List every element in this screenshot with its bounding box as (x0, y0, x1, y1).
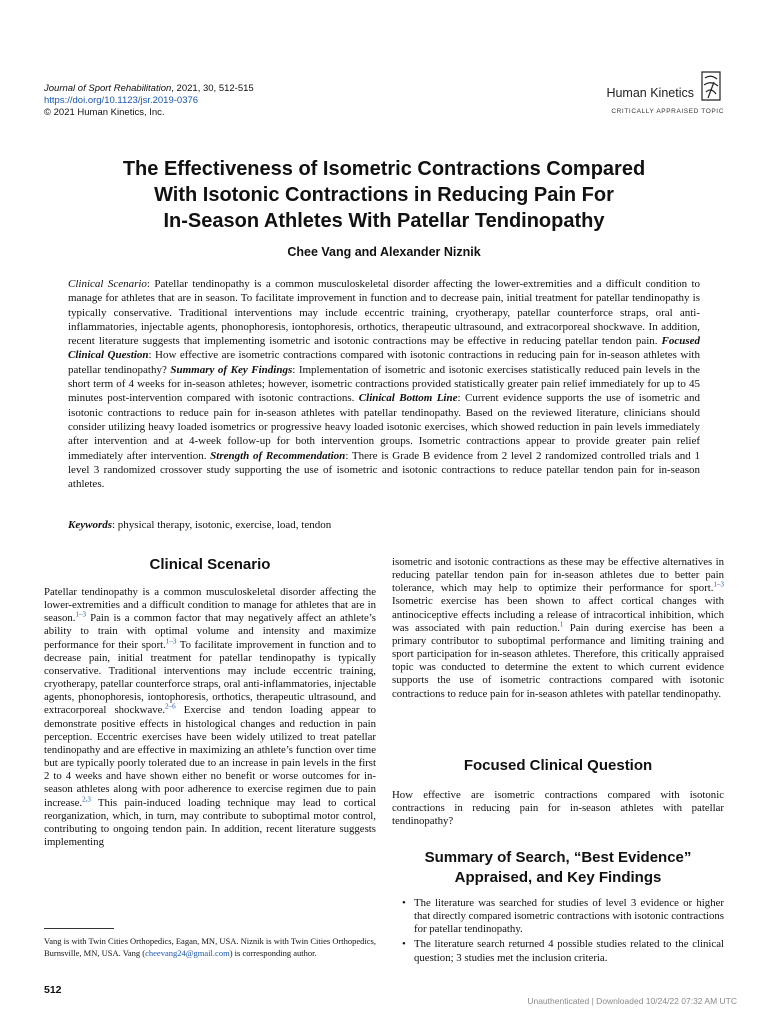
summary-heading (392, 848, 724, 888)
bullet-icon: • (402, 938, 406, 951)
reference-link[interactable]: 1 (559, 620, 564, 629)
reference-link[interactable]: 2,3 (82, 794, 91, 803)
abstract-scenario-text: : Patellar tendinopathy is a common musculoskeletal disorder affecting the lower-extremities and a difficult condition to manage for athletes that are in season. To facilitate improvement in function and to decrease pain, initial treatment for patellar tendinopathy is typically conservative. Traditional interventions may include eccentric training, cryotherapy, patellar counterforce straps, oral anti-inflammatories, injectable agents, phonophoresis, iontophoresis, orthotics, therapeutic ultrasound, and extracorporeal shockwave. In addition, recent literature suggests that implementing isometric and isotonic contractions may be effective in reducing patellar tendon pain. (68, 278, 700, 348)
title-line: In-Season Athletes With Patellar Tendinopathy (163, 210, 605, 232)
authors: Chee Vang and Alexander Niznik (287, 245, 481, 259)
abstract-findings-label: Summary of Key Findings (170, 363, 293, 376)
human-kinetics-logo-icon (698, 70, 724, 102)
abstract-question-label: Focused Clinical Question (68, 335, 700, 362)
footnote-text: Vang is with Twin Cities Orthopedics, Eagan, MN, USA. Niznik is with Twin Cities Orthopedics, Burnsville, MN, USA. Vang ( (44, 936, 376, 958)
abstract-findings-text: : Implementation of isometric and isotonic exercises statistically reduced pain levels in the short term of 4 weeks for in-season athletes; however, isometric contractions provided statistically greater pain relief immediately for up to 45 minutes post-intervention compared with isotonic contractions. (68, 363, 701, 405)
keywords-label: Keywords (68, 519, 112, 531)
reference-link[interactable]: 2–6 (165, 702, 176, 711)
body-text: Patellar tendinopathy is a common musculoskeletal disorder affecting the lower-extremities and a difficult condition to manage for athletes that are in season. (44, 586, 376, 625)
list-item (392, 938, 724, 964)
publisher-name: Human Kinetics (606, 86, 694, 100)
journal-header (44, 83, 254, 119)
article-type: CRITICALLY APPRAISED TOPIC (611, 108, 724, 115)
footnote-text-end: ) is corresponding author. (229, 948, 317, 958)
bullet-text: The literature was searched for studies of level 3 evidence or higher that directly compared isometric contractions with isotonic contractions for patellar tendinopathy. (414, 897, 724, 936)
summary-heading-line: Appraised, and Key Findings (454, 869, 662, 886)
publisher-block (544, 70, 724, 120)
reference-link[interactable]: 1–3 (713, 580, 724, 589)
bullet-icon: • (402, 897, 406, 909)
reference-link[interactable]: 1–3 (165, 637, 177, 646)
journal-name: Journal of Sport Rehabilitation (44, 83, 172, 94)
abstract-scenario-label: Clinical Scenario (68, 278, 147, 290)
doi-link[interactable]: https://doi.org/10.1123/jsr.2019-0376 (44, 95, 199, 106)
article-title (60, 156, 708, 234)
download-notice: Unauthenticated | Downloaded 10/24/22 07:32 AM UTC (527, 996, 737, 1006)
footnote-divider (44, 928, 114, 929)
focused-question-body: How effective are isometric contractions compared with isotonic contractions in reducing pain for in-season athletes with patellar tendinopathy? (392, 789, 724, 828)
reference-link[interactable]: 1–3 (75, 610, 86, 619)
author-footnote (44, 935, 376, 959)
copyright: © 2021 Human Kinetics, Inc. (44, 107, 165, 118)
focused-question-heading: Focused Clinical Question (463, 757, 653, 774)
body-text: isometric and isotonic contractions as these may be effective alternatives in reducing patellar tendon pain for in-season athletes due to better pain tolerance, which may help to optimize their performance for sport. (392, 556, 724, 595)
abstract-bottom-line-label: Clinical Bottom Line (358, 392, 458, 405)
list-item (392, 897, 724, 936)
keywords-text: : physical therapy, isotonic, exercise, load, tendon (112, 519, 332, 531)
summary-heading-line: Summary of Search, “Best Evidence” (424, 849, 692, 866)
keywords (68, 519, 331, 531)
body-text: This pain-induced loading technique may lead to cortical reorganization, which, in turn, may contribute to suboptimal motor control, contributing to ongoing tendon pain. In addition, recent literature suggests implementing (44, 796, 376, 848)
clinical-scenario-body (44, 586, 376, 849)
journal-volume-pages: , 2021, 30, 512-515 (171, 83, 254, 94)
body-text: Exercise and tendon loading appear to demonstrate positive effects in histological changes and reduction in pain perception. Eccentric exercises have been widely utilized to treat patellar tendinopathy and are effective in maximizing an athlete’s function over time but are typically poorly tolerated due to an increase in pain levels in the first 2 to 4 weeks and have shown either no benefit or worse outcomes for in-season athletes along with poor adherence to exercise regimen due to pain increase. (44, 704, 376, 809)
clinical-scenario-heading: Clinical Scenario (149, 556, 271, 573)
bullet-text: The literature search returned 4 possible studies related to the clinical question; 3 studies met the inclusion criteria. (414, 938, 724, 964)
body-text: Pain during exercise has been a primary contributor to suboptimal performance and limiting training and sport participation for in-season athletes. Therefore, this critically appraised topic was conducted to determine the extent to which current evidence supports the use of isometric contractions compared with isotonic contractions to reduce pain for in-season athletes with patellar tendinopathy. (392, 621, 724, 700)
abstract-bottom-line-text: : Current evidence supports the use of isometric and isotonic contractions to reduce pain for in-season athletes with patellar tendinopathy. Based on the reviewed literature, clinicians should consider utilizing heavy loaded isometrics or progressive heavy loaded isotonic exercises, which showed reduction in pain levels immediately after intervention and at 4-week follow-up for both intervention groups. Isometric contractions appear to provide greater pain relief immediately after intervention. (68, 392, 701, 462)
journal-citation (44, 83, 254, 95)
page-number: 512 (44, 984, 62, 996)
abstract-strength-text: : There is Grade B evidence from 2 level 2 randomized controlled trials and 1 level 3 randomized crossover study supporting the use of isometric and isotonic contractions to reduce patellar tendon pain for in-season athletes. (68, 449, 700, 491)
body-text: To facilitate improvement in function and to decrease pain, initial treatment for patellar tendinopathy is typically conservative. Traditional interventions may include eccentric training, cryotherapy, patellar counterforce straps, oral anti-inflammatories, injectable agents, phonophoresis, iontophoresis, orthotics, therapeutic ultrasound, and extracorporeal shockwave. (44, 638, 376, 717)
body-text: Pain is a common factor that may negatively affect an athlete’s ability to train with optimal volume and intensity and maximize performance for their sport. (44, 612, 376, 651)
clinical-scenario-continued (392, 556, 724, 701)
body-text: Isometric exercise has been shown to affect cortical changes with antinociceptive effects including a release of intracortical inhibition, which was associated with pain reduction. (392, 595, 724, 634)
abstract-strength-label: Strength of Recommendation (210, 449, 346, 462)
summary-bullet-list (392, 897, 724, 967)
abstract-question-text: : How effective are isometric contractions compared with isotonic contractions in reducing pain for in-season athletes with patellar tendinopathy? (68, 349, 700, 376)
title-line: With Isotonic Contractions in Reducing Pain For (154, 184, 614, 206)
abstract (68, 277, 700, 491)
author-email-link[interactable]: cheevang24@gmail.com (145, 948, 230, 958)
title-line: The Effectiveness of Isometric Contractions Compared (122, 158, 646, 180)
